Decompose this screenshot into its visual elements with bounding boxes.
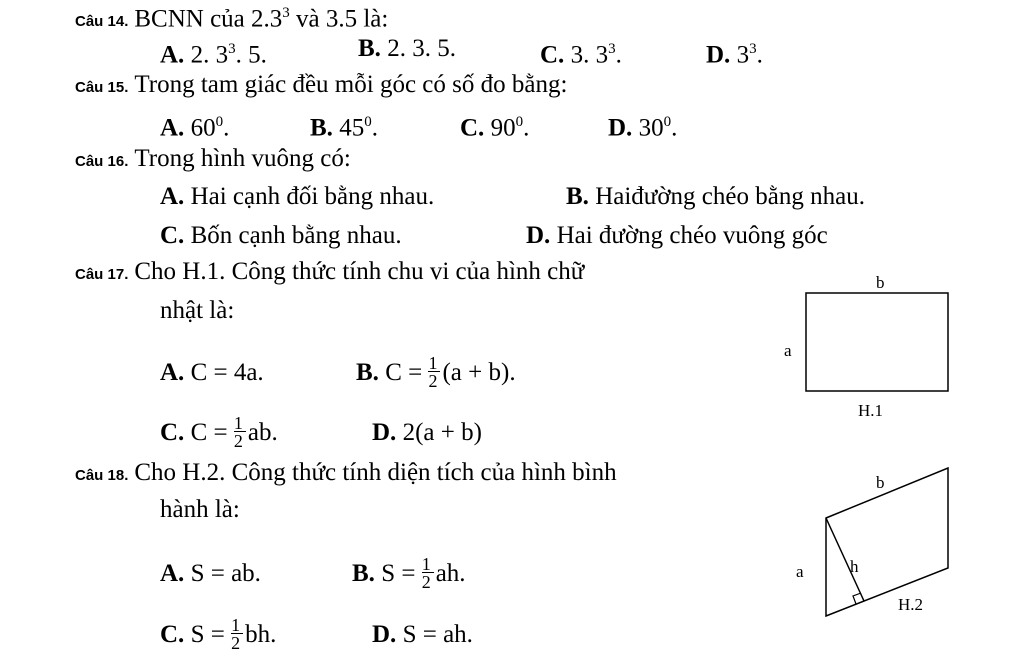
figure-h2-label-h: h <box>850 557 859 576</box>
question-17-stem-line-1: Câu 17. Cho H.1. Công thức tính chu vi của hình chữ <box>75 258 585 285</box>
question-14-option-a: A. 2. $3^3$. 5. <box>160 41 267 69</box>
question-16-option-b: B. Haiđường chéo bằng nhau. <box>566 183 865 210</box>
figure-h1-label-b: b <box>876 273 885 292</box>
question-15-number: Câu 15. <box>75 79 129 96</box>
question-18-option-c: C. S = $\frac{1}{2}$ bh. <box>160 615 277 653</box>
figure-h1-caption: H.1 <box>858 401 884 420</box>
question-15-stem: Câu 15. Trong tam giác đều mỗi góc có số đo bằng: <box>75 71 568 98</box>
question-18-stem-line-2: hành là: <box>160 496 240 523</box>
question-18-option-b: B. S = $\frac{1}{2}$ ah. <box>352 554 466 592</box>
question-16-stem: Câu 16. Trong hình vuông có: <box>75 145 351 172</box>
question-17-stem-line-2: nhật là: <box>160 297 235 324</box>
question-17-option-d: D. 2(a + b) <box>372 419 482 446</box>
question-14-option-b: B. 2. 3. 5. <box>358 35 456 62</box>
figure-h2-label-b: b <box>876 473 885 492</box>
rectangle-shape <box>806 293 948 391</box>
question-15-option-c: C. $90^0$. <box>460 114 530 142</box>
question-14-number: Câu 14. <box>75 13 129 31</box>
question-17-number: Câu 17. <box>75 266 129 283</box>
question-16-option-a: A. Hai cạnh đối bằng nhau. <box>160 183 435 210</box>
question-18-option-a: A. S = ab. <box>160 560 261 587</box>
question-17-option-a: A. C = 4a. <box>160 359 264 386</box>
question-16-option-c: C. Bốn cạnh bằng nhau. <box>160 222 402 249</box>
question-15-option-a: A. $60^0$. <box>160 114 230 142</box>
question-14-option-c: C. 3. $3^3$. <box>540 41 622 69</box>
question-14-option-d: D. $3^3$. <box>706 41 763 69</box>
question-17-option-b: B. C = $\frac{1}{2}$ (a + b). <box>356 353 516 391</box>
figure-h2-parallelogram <box>786 460 966 620</box>
question-16-number: Câu 16. <box>75 153 129 170</box>
question-15-option-b: B. $45^0$. <box>310 114 378 142</box>
figure-h2-label-a: a <box>796 562 804 581</box>
question-18-stem-line-1: Câu 18. Cho H.2. Công thức tính diện tích của hình bình <box>75 459 617 486</box>
question-16-option-d: D. Hai đường chéo vuông góc <box>526 222 828 249</box>
question-18-number: Câu 18. <box>75 467 129 484</box>
question-14-stem: Câu 14. BCNN của $2.3^3$ và 3.5 là: <box>75 5 389 33</box>
figure-h2-caption: H.2 <box>898 595 924 614</box>
parallelogram-shape <box>826 468 948 616</box>
figure-h1-label-a: a <box>784 341 792 360</box>
question-15-option-d: D. $30^0$. <box>608 114 678 142</box>
question-18-option-d: D. S = ah. <box>372 621 473 648</box>
question-17-option-c: C. C = $\frac{1}{2}$ ab. <box>160 413 278 451</box>
figure-h1-rectangle <box>780 270 960 420</box>
